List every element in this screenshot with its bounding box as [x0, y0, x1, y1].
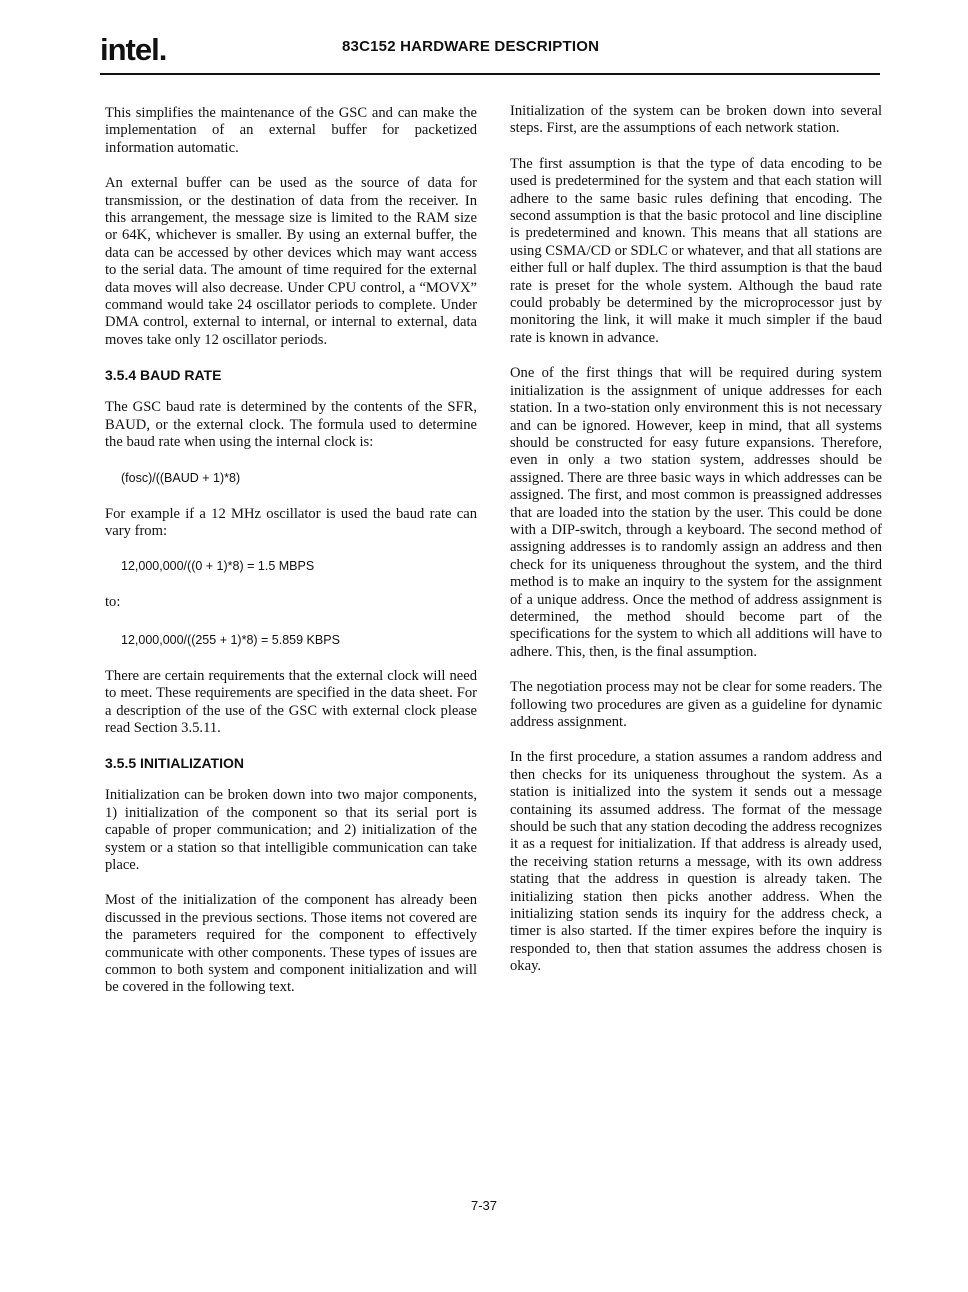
- heading-baud-rate: 3.5.4 BAUD RATE: [105, 367, 222, 384]
- paragraph-baud-example: For example if a 12 MHz oscillator is used the baud rate can vary from:: [105, 505, 477, 539]
- paragraph-negotiation: The negotiation process may not be clear for some readers. The following two procedures are given as a guideline for dynamic address assignment.: [510, 679, 882, 730]
- paragraph-assumptions: The first assumption is that the type of data encoding to be used is predetermined for the system and that each station will adhere to the same basic rules defining that encoding. The second assumption is that the basic protocol and line discipline is predetermined and known. This means that all stations are using CSMA/CD or SDLC or whatever, and that all stations are either full or half duplex. The third assumption is that the baud rate is preset for the whole system. Although the baud rate could probably be determined by the microprocessor just by monitoring the link, it will make it much simpler if the baud rate is known in advance.: [510, 155, 882, 346]
- formula-min-baud: 12,000,000/((255 + 1)*8) = 5.859 KBPS: [121, 632, 340, 647]
- paragraph-first-procedure: In the first procedure, a station assumes a random address and then checks for its uniqueness throughout the system. As a station is initialized into the system it sends out a message containing its assumed address. The format of the message should be such that any station decoding the address recognizes it as a request for initialization. If that address is already used, the receiving station returns a message, with its own address stating that the address in question is already taken. The initializing station then picks another address. When the initializing station sends its inquiry for the address check, a timer is also started. If the timer expires before the inquiry is responded to, then that station assumes the address chosen is okay.: [510, 749, 882, 975]
- paragraph-system-init: Initialization of the system can be broken down into several steps. First, are the assumptions of each network station.: [510, 103, 882, 137]
- paragraph-external-buffer: An external buffer can be used as the source of data for transmission, or the destination of data from the receiver. In this arrangement, the message size is limited to the RAM size or 64K, whichever is smaller. By using an external buffer, the data can be accessed by other devices which may want access to the serial data. The amount of time required for the external data moves will also decrease. Under CPU control, a “MOVX” command would take 24 oscillator periods to complete. Under DMA control, external to internal, or internal to external, data moves take only 12 oscillator periods.: [105, 175, 477, 348]
- intel-logo: intel.: [100, 32, 167, 67]
- paragraph-address-assignment: One of the first things that will be required during system initialization is the assignment of unique addresses for each station. In a two-station only environment this is not necessary and can be ignored. However, keep in mind, that all systems should be constructed for easy future expansions. Therefore, even in only a two station system, addresses should be assigned. There are three basic ways in which addresses can be assigned. The first, and most common is preassigned addresses that are loaded into the station by the user. This could be done with a DIP-switch, through a keyboard. The second method of assigning addresses is to randomly assign an address and then check for its uniqueness throughout the system, and the third method is to make an inquiry to the system for the assignment of a unique address. Once the method of address assignment is determined, the method should become part of the specifications for the system to which all additions will have to adhere. This, then, is the final assumption.: [510, 365, 882, 660]
- formula-baud: (fosc)/((BAUD + 1)*8): [121, 470, 241, 485]
- paragraph-component-init: Most of the initialization of the component has already been discussed in the previous sections. Those items not covered are the parameters required for the component to effectively communicate with other components. These types of issues are common to both system and component initialization and will be covered in the following text.: [105, 892, 477, 996]
- paragraph-gsc-maintenance: This simplifies the maintenance of the GSC and can make the implementation of an external buffer for packetized information automatic.: [105, 105, 477, 156]
- right-column: [510, 103, 882, 994]
- page-number: 7-37: [470, 1198, 498, 1213]
- paragraph-external-clock: There are certain requirements that the external clock will need to meet. These requirements are specified in the data sheet. For a description of the use of the GSC with external clock please read Section 3.5.11.: [105, 667, 477, 736]
- left-column: [105, 105, 477, 1015]
- heading-initialization: 3.5.5 INITIALIZATION: [105, 755, 244, 772]
- page-title: 83C152 HARDWARE DESCRIPTION: [342, 38, 600, 55]
- formula-max-baud: 12,000,000/((0 + 1)*8) = 1.5 MBPS: [121, 559, 315, 574]
- page-header: [100, 30, 880, 74]
- header-rule: [100, 73, 880, 75]
- paragraph-baud-formula-intro: The GSC baud rate is determined by the contents of the SFR, BAUD, or the external clock. The formula used to determine the baud rate when using the internal clock is:: [105, 399, 477, 451]
- text-to: to:: [105, 594, 121, 611]
- paragraph-init-overview: Initialization can be broken down into two major components, 1) initialization of the component so that its serial port is capable of proper communication; and 2) initialization of the system or a station so that intelligible communication can take place.: [105, 787, 477, 873]
